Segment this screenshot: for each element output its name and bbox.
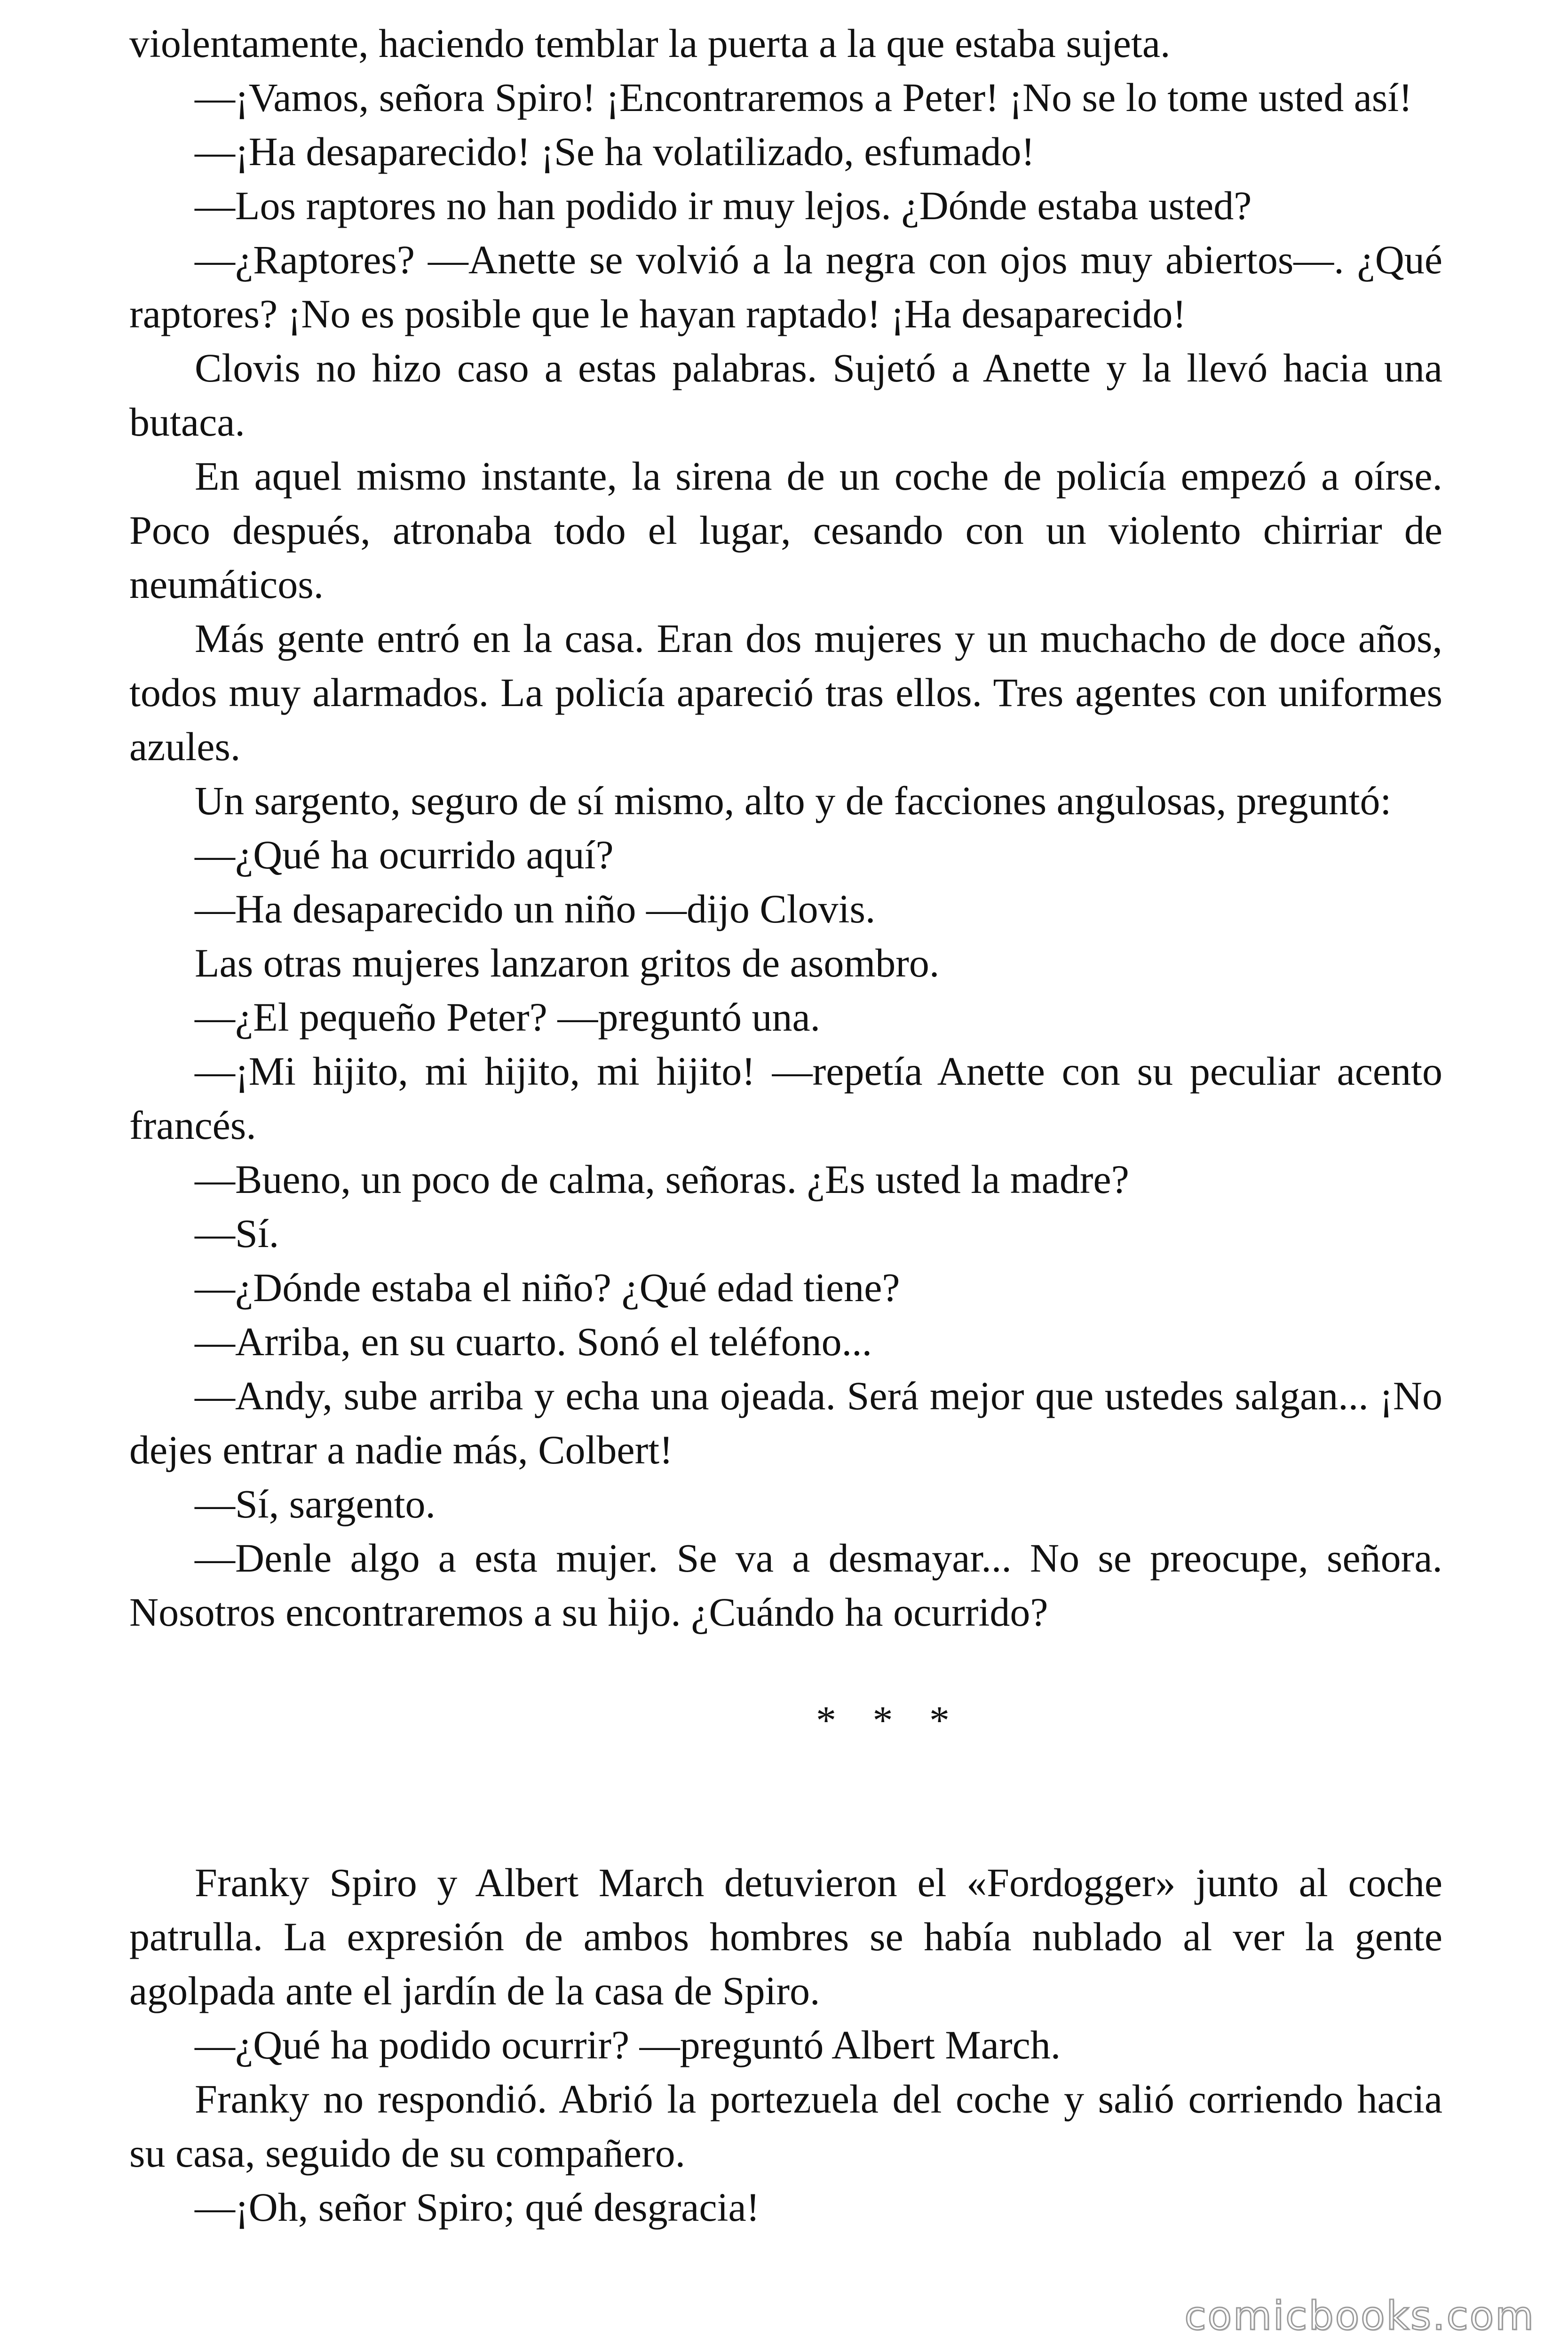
paragraph: Un sargento, seguro de sí mismo, alto y de facciones angulosas, preguntó:: [195, 778, 1392, 823]
paragraph: —¿Dónde estaba el niño? ¿Qué edad tiene?: [195, 1265, 900, 1310]
paragraph: —¡Vamos, señora Spiro! ¡Encontraremos a Peter! ¡No se lo tome usted así!: [195, 75, 1412, 120]
paragraph: Más gente entró en la casa. Eran dos mujeres y un muchacho de doce años, todos muy alarmados. La policía apareció tras ellos. Tres agentes con uniformes azules.: [129, 616, 1442, 769]
paragraph: —¿Qué ha ocurrido aquí?: [195, 832, 614, 877]
paragraph: Franky no respondió. Abrió la portezuela del coche y salió corriendo hacia su casa, seguido de su compañero.: [129, 2076, 1442, 2176]
paragraph: —¡Ha desaparecido! ¡Se ha volatilizado, esfumado!: [195, 129, 1035, 174]
paragraph: Franky Spiro y Albert March detuvieron el «Fordogger» junto al coche patrulla. La expresión de ambos hombres se había nublado al ver la gente agolpada ante el jardín de la casa de Spiro.: [129, 1860, 1442, 2013]
text-section-after-break: [129, 1856, 1442, 2234]
paragraph: —Andy, sube arriba y echa una ojeada. Será mejor que ustedes salgan... ¡No dejes entrar a nadie más, Colbert!: [129, 1373, 1442, 1472]
watermark-logo: comicbooks.com: [1184, 2293, 1535, 2339]
paragraph: —¿Qué ha podido ocurrir? —preguntó Albert March.: [195, 2022, 1061, 2067]
paragraph: —Arriba, en su cuarto. Sonó el teléfono...: [195, 1319, 872, 1364]
paragraph: Clovis no hizo caso a estas palabras. Sujetó a Anette y la llevó hacia una butaca.: [129, 345, 1442, 445]
text-section-before-break: [129, 16, 1442, 1639]
paragraph: violentamente, haciendo temblar la puerta a la que estaba sujeta.: [129, 21, 1171, 66]
paragraph: —Bueno, un poco de calma, señoras. ¿Es usted la madre?: [195, 1157, 1129, 1202]
paragraph: —Sí.: [195, 1211, 279, 1256]
scene-break-separator: * * *: [816, 1698, 963, 1743]
paragraph: —Ha desaparecido un niño —dijo Clovis.: [195, 886, 876, 931]
paragraph: —¿Raptores? —Anette se volvió a la negra con ojos muy abiertos—. ¿Qué raptores? ¡No es posible que le hayan raptado! ¡Ha desaparecido!: [129, 237, 1442, 336]
paragraph: —¡Mi hijito, mi hijito, mi hijito! —repetía Anette con su peculiar acento francés.: [129, 1049, 1442, 1148]
paragraph: —Denle algo a esta mujer. Se va a desmayar... No se preocupe, señora. Nosotros encontraremos a su hijo. ¿Cuándo ha ocurrido?: [129, 1535, 1442, 1635]
document-page: [129, 16, 1442, 2234]
paragraph: —Los raptores no han podido ir muy lejos. ¿Dónde estaba usted?: [195, 183, 1252, 228]
paragraph: Las otras mujeres lanzaron gritos de asombro.: [195, 940, 940, 985]
paragraph: —Sí, sargento.: [195, 1481, 436, 1526]
paragraph: En aquel mismo instante, la sirena de un coche de policía empezó a oírse. Poco después, atronaba todo el lugar, cesando con un violento chirriar de neumáticos.: [129, 453, 1442, 607]
paragraph: —¿El pequeño Peter? —preguntó una.: [195, 994, 821, 1040]
paragraph: —¡Oh, señor Spiro; qué desgracia!: [195, 2185, 760, 2230]
